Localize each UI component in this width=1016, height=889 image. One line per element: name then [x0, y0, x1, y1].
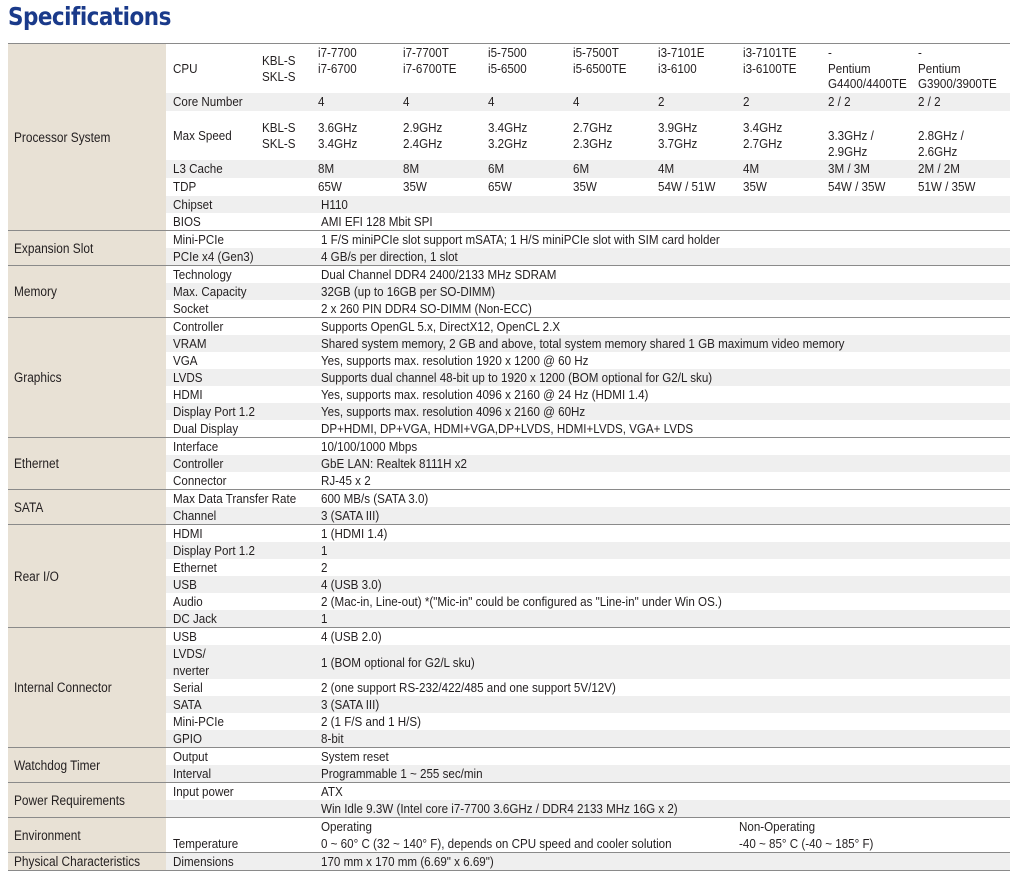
spec-row [166, 525, 1010, 542]
spec-row [166, 266, 1010, 283]
bios-row: BIOS AMI EFI 128 Mbit SPI [173, 214, 433, 229]
row-label: Connector [173, 473, 227, 488]
spec-row [166, 335, 1010, 352]
row-label: USB [173, 629, 197, 644]
row-value: Dual Channel DDR4 2400/2133 MHz SDRAM [321, 267, 557, 282]
row-label: Controller [173, 456, 224, 471]
row-value: Supports OpenGL 5.x, DirectX12, OpenCL 2.X [321, 319, 561, 334]
spec-row [166, 283, 1010, 300]
row-label: Max. Capacity [173, 284, 247, 299]
row-value: Shared system memory, 2 GB and above, total system memory shared 1 GB maximum video memory [321, 336, 845, 351]
section-environment [8, 818, 1010, 853]
spec-row [166, 231, 1010, 248]
row-label: Mini-PCIe [173, 232, 224, 247]
section-label: Watchdog Timer [8, 748, 166, 782]
spec-row [166, 559, 1010, 576]
section-internal-connector [8, 628, 1010, 748]
generation-label: KBL-S SKL-S [262, 53, 296, 84]
spec-row [166, 610, 1010, 627]
row-label: Channel [173, 508, 217, 523]
row-value: 1 [321, 543, 328, 558]
row-value: 4 (USB 2.0) [321, 629, 382, 644]
spec-row [166, 455, 1010, 472]
section-processor-system [8, 44, 1010, 231]
row-label: VGA [173, 353, 198, 368]
temperature-row: Temperature 0 ~ 60° C (32 ~ 140° F), depends on CPU speed and cooler solution -40 ~ 85° C (-40 ~ 185° F) [173, 836, 874, 851]
row-label: SATA [173, 697, 202, 712]
spec-row [166, 403, 1010, 420]
section-power [8, 783, 1010, 818]
row-label: CPU [173, 60, 198, 76]
row-value: Programmable 1 ~ 255 sec/min [321, 766, 483, 781]
section-ethernet [8, 438, 1010, 490]
row-label: PCIe x4 (Gen3) [173, 249, 254, 264]
row-value: 1 [321, 611, 328, 626]
section-label: Expansion Slot [8, 231, 166, 265]
spec-row [166, 730, 1010, 747]
row-value: 1 F/S miniPCIe slot support mSATA; 1 H/S miniPCIe slot with SIM card holder [321, 232, 720, 247]
row-label: Audio [173, 594, 203, 609]
row-label: Socket [173, 301, 209, 316]
spec-row [166, 800, 1010, 817]
row-value: 2 (1 F/S and 1 H/S) [321, 714, 421, 729]
row-value: 1 (HDMI 1.4) [321, 526, 388, 541]
spec-row [166, 713, 1010, 730]
spec-row [166, 248, 1010, 265]
cpu-row: CPU KBL-S SKL-S i7-7700 i7-6700 i7-7700T i7-6700TE i5-7500 i5-6500 i5-7500T i5-6500TE i3-7101E i3-6100 i3-7101TE i3-6100TE - Pentium G4400/4400TE - Pentium G3900/3900TE [166, 44, 1010, 93]
row-label: Controller [173, 319, 224, 334]
row-value: 2 [321, 560, 328, 575]
row-value: DP+HDMI, DP+VGA, HDMI+VGA,DP+LVDS, HDMI+LVDS, VGA+ LVDS [321, 421, 694, 436]
section-label: Graphics [8, 318, 166, 437]
row-value: 4 (USB 3.0) [321, 577, 382, 592]
row-value: 1 (BOM optional for G2/L sku) [321, 654, 475, 670]
spec-row [166, 679, 1010, 696]
row-value: Win Idle 9.3W (Intel core i7-7700 3.6GHz / DDR4 2133 MHz 16G x 2) [321, 801, 678, 816]
spec-row [166, 420, 1010, 437]
tdp-row: TDP 65W 35W 65W 35W 54W / 51W 35W 54W / 35W 51W / 35W [173, 179, 976, 195]
row-label: Serial [173, 680, 203, 695]
section-graphics [8, 318, 1010, 438]
spec-row [166, 369, 1010, 386]
row-label: VRAM [173, 336, 207, 351]
section-label: Power Requirements [8, 783, 166, 817]
row-value: System reset [321, 749, 389, 764]
row-value: 32GB (up to 16GB per SO-DIMM) [321, 284, 496, 299]
row-label: Mini-PCIe [173, 714, 224, 729]
core-number-row: Core Number 4 4 4 4 2 2 2 / 2 2 / 2 [166, 93, 1010, 111]
section-physical-characteristics [8, 853, 1010, 871]
row-value: Yes, supports max. resolution 4096 x 2160 @ 24 Hz (HDMI 1.4) [321, 387, 649, 402]
page-title: Specifications [8, 2, 171, 31]
section-label: Processor System [8, 44, 166, 230]
row-label: Display Port 1.2 [173, 543, 255, 558]
row-label: USB [173, 577, 197, 592]
row-label: DC Jack [173, 611, 217, 626]
spec-row [166, 645, 1010, 679]
spec-row [166, 593, 1010, 610]
spec-row [166, 507, 1010, 524]
environment-header-row: Operating Non-Operating [321, 819, 816, 834]
section-label: Rear I/O [8, 525, 166, 627]
spec-row [166, 300, 1010, 317]
section-sata [8, 490, 1010, 525]
section-watchdog [8, 748, 1010, 783]
spec-row [166, 783, 1010, 800]
row-label: Interface [173, 439, 219, 454]
section-label: Environment [8, 818, 166, 852]
max-speed-row: Max Speed KBL-S SKL-S 3.6GHz 3.4GHz 2.9GHz 2.4GHz 3.4GHz 3.2GHz 2.7GHz 2.3GHz 3.9GHz 3.7GHz 3.4GHz 2.7GHz 3.3GHz / 2.9GHz 2.8GHz / 2.6GHz [173, 120, 964, 159]
spec-row [166, 438, 1010, 455]
row-value: 600 MB/s (SATA 3.0) [321, 491, 429, 506]
spec-row [166, 386, 1010, 403]
row-label: Output [173, 749, 208, 764]
row-value: 8-bit [321, 731, 344, 746]
row-value: 3 (SATA III) [321, 697, 380, 712]
spec-row [166, 318, 1010, 335]
row-label: HDMI [173, 526, 203, 541]
section-label: Physical Characteristics [8, 853, 166, 870]
row-value: Supports dual channel 48-bit up to 1920 x 1200 (BOM optional for G2/L sku) [321, 370, 713, 385]
row-label: Dual Display [173, 421, 239, 436]
row-label: GPIO [173, 731, 203, 746]
row-value: 2 (one support RS-232/422/485 and one support 5V/12V) [321, 680, 616, 695]
spec-row [166, 576, 1010, 593]
section-label: Internal Connector [8, 628, 166, 747]
spec-row [166, 696, 1010, 713]
row-value: Yes, supports max. resolution 4096 x 2160 @ 60Hz [321, 404, 586, 419]
row-value: 2 x 260 PIN DDR4 SO-DIMM (Non-ECC) [321, 301, 532, 316]
row-label: LVDS/ nverter [173, 646, 210, 678]
spec-row [166, 628, 1010, 645]
section-memory [8, 266, 1010, 318]
section-label: SATA [8, 490, 166, 524]
section-expansion [8, 231, 1010, 266]
spec-row [166, 490, 1010, 507]
row-label: Ethernet [173, 560, 217, 575]
section-label: Memory [8, 266, 166, 317]
section-label: Ethernet [8, 438, 166, 489]
row-label: Technology [173, 267, 232, 282]
spec-row [166, 542, 1010, 559]
spec-row [166, 765, 1010, 782]
chipset-row: Chipset H110 [166, 196, 1010, 213]
row-label [166, 800, 314, 817]
row-value: 10/100/1000 Mbps [321, 439, 418, 454]
spec-table [8, 43, 1010, 871]
spec-row [166, 352, 1010, 369]
row-label: Interval [173, 766, 212, 781]
row-value: Yes, supports max. resolution 1920 x 1200 @ 60 Hz [321, 353, 589, 368]
row-label: Input power [173, 784, 234, 799]
row-label: LVDS [173, 370, 203, 385]
dimensions-row: Dimensions 170 mm x 170 mm (6.69" x 6.69") [166, 853, 1010, 870]
row-value: 3 (SATA III) [321, 508, 380, 523]
row-label: Display Port 1.2 [173, 404, 255, 419]
row-value: ATX [321, 784, 343, 799]
l3-cache-row: L3 Cache 8M 8M 6M 6M 4M 4M 3M / 3M 2M / 2M [166, 160, 1010, 178]
row-value: GbE LAN: Realtek 8111H x2 [321, 456, 467, 471]
row-value: 4 GB/s per direction, 1 slot [321, 249, 458, 264]
spec-row [166, 748, 1010, 765]
spec-row [166, 472, 1010, 489]
row-label: HDMI [173, 387, 203, 402]
row-value: 2 (Mac-in, Line-out) *("Mic-in" could be configured as "Line-in" under Win OS.) [321, 594, 722, 609]
row-value: RJ-45 x 2 [321, 473, 371, 488]
row-label: Max Data Transfer Rate [173, 491, 297, 506]
section-rear-io [8, 525, 1010, 628]
